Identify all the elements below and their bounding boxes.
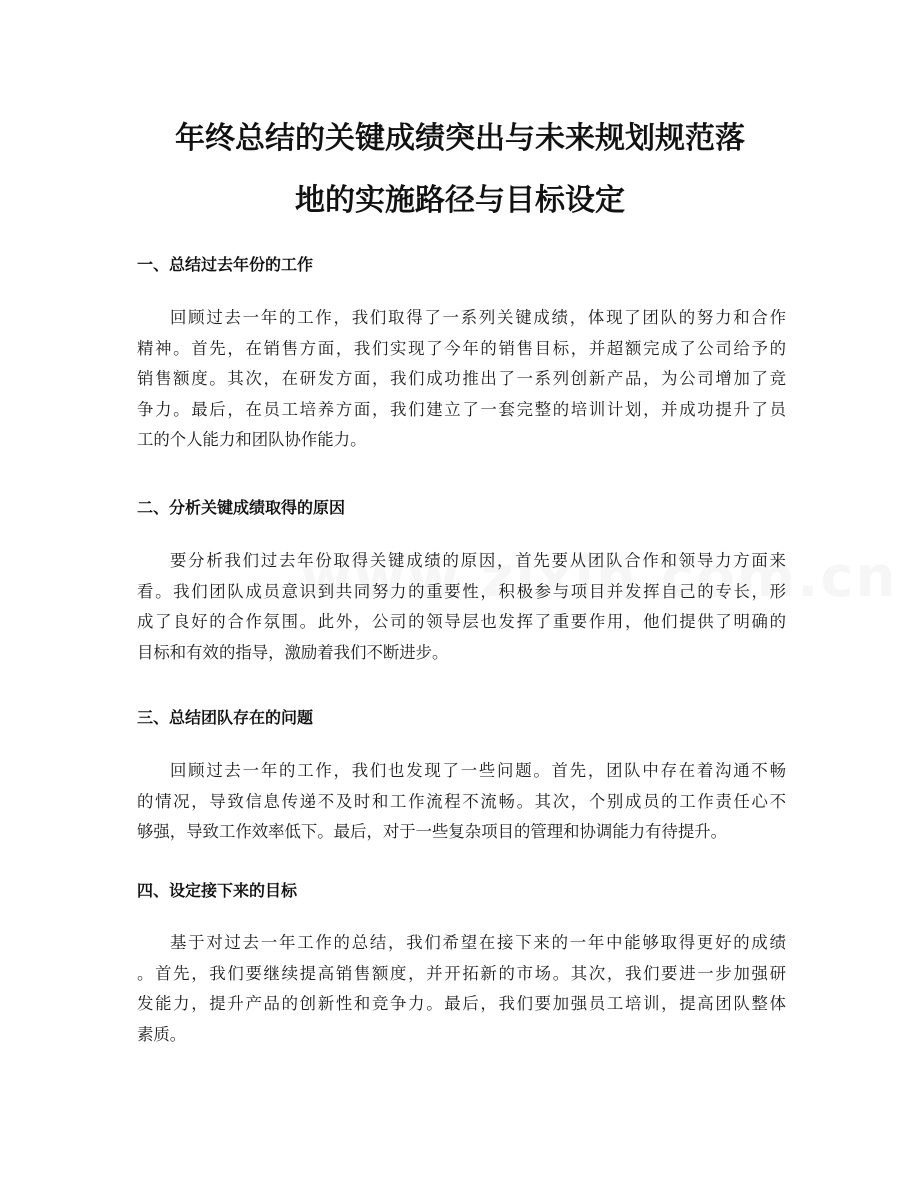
- paragraph-line: 成了良好的合作氛围。此外，公司的领导层也发挥了重要作用，他们提供了明确的: [137, 612, 786, 631]
- paragraph-line: 工的个人能力和团队协作能力。: [137, 430, 367, 449]
- paragraph-line: 要分析我们过去年份取得关键成绩的原因，首先要从团队合作和领导力方面来: [170, 551, 786, 570]
- title-line: 地的实施路径与目标设定: [295, 183, 625, 218]
- section-heading: 三、总结团队存在的问题: [137, 708, 314, 727]
- section-paragraph: [137, 928, 786, 1050]
- paragraph-line: 目标和有效的指导，激励着我们不断进步。: [137, 642, 449, 662]
- section-paragraph: [137, 756, 786, 848]
- paragraph-line: 。首先，我们要继续提高销售额度，并开拓新的市场。其次，我们要进一步加强研: [137, 963, 786, 983]
- section-heading: 二、分析关键成绩取得的原因: [137, 498, 346, 517]
- paragraph-line: 够强，导致工作效率低下。最后，对于一些复杂项目的管理和协调能力有待提升。: [137, 822, 728, 841]
- paragraph-line: 素质。: [137, 1024, 187, 1044]
- paragraph-line: 基于对过去一年工作的总结，我们希望在接下来的一年中能够取得更好的成绩: [170, 933, 786, 952]
- section-paragraph: [137, 546, 786, 668]
- paragraph-line: 销售额度。其次，在研发方面，我们成功推出了一系列创新产品，为公司增加了竞: [137, 369, 786, 388]
- paragraph-line: 发能力，提升产品的创新性和竞争力。最后，我们要加强员工培训，提高团队整体: [137, 994, 786, 1013]
- title-line: 年终总结的关键成绩突出与未来规划规范落: [175, 121, 745, 156]
- paragraph-line: 回顾过去一年的工作，我们也发现了一些问题。首先，团队中存在着沟通不畅: [170, 761, 786, 780]
- paragraph-line: 回顾过去一年的工作，我们取得了一系列关键成绩，体现了团队的努力和合作: [170, 308, 786, 327]
- section-paragraph: [137, 303, 786, 456]
- section-heading: 一、总结过去年份的工作: [137, 255, 314, 274]
- document-title: [100, 108, 820, 232]
- section-heading: 四、设定接下来的目标: [137, 881, 298, 900]
- paragraph-line: 看。我们团队成员意识到共同努力的重要性，积极参与项目并发挥自己的专长，形: [137, 581, 786, 601]
- paragraph-line: 争力。最后，在员工培养方面，我们建立了一套完整的培训计划，并成功提升了员: [137, 399, 786, 419]
- paragraph-line: 精神。首先，在销售方面，我们实现了今年的销售目标，并超额完成了公司给予的: [137, 338, 786, 358]
- paragraph-line: 的情况，导致信息传递不及时和工作流程不流畅。其次，个别成员的工作责任心不: [137, 791, 786, 811]
